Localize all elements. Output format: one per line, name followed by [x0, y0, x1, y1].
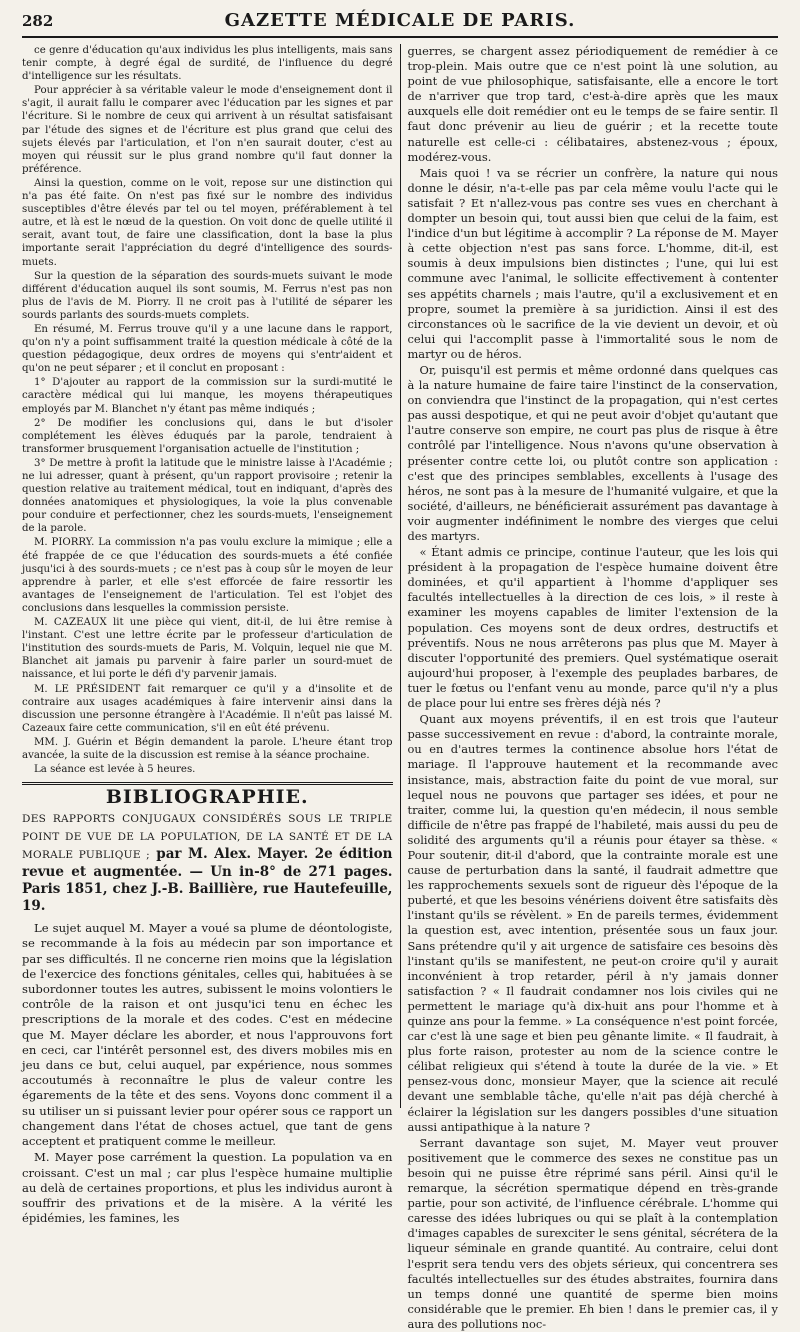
paragraph: « Étant admis ce principe, continue l'auteur, que les lois qui président à la propagation de l'espèce humaine doivent être dominées, et qu'il appartient à l'homme d'appliquer ses facultés intellectuelles à la direction de ces lois, » il reste à examiner les moyens capables de limiter l'extension de la population. Ces moyens sont de deux ordres, destructifs et préventifs. Nous ne nous arrêterons pas plus que M. Mayer à discuter l'opportunité des premiers. Quel systématique oserait aujourd'hui proposer, à l'exemple des peuplades barbares, de tuer le fœtus ou l'enfant venu au monde, parce qu'il n'y a plus de place pour lui entre ses frères déjà nés ? [407, 545, 778, 711]
paragraph: M. LE PRÉSIDENT fait remarquer ce qu'il y a d'insolite et de contraire aux usages académiques à faire intervenir ainsi dans la discussion une personne étrangère à l'Académie. Il n'eût pas laissé M. Cazeaux faire cette communication, s'il en eût été prévenu. [22, 683, 393, 734]
paragraph: MM. J. Guérin et Bégin demandent la parole. L'heure étant trop avancée, la suite de la discussion est remise à la séance prochaine. [22, 736, 393, 761]
bibliography-entry [22, 810, 393, 915]
paragraph: En résumé, M. Ferrus trouve qu'il y a une lacune dans le rapport, qu'on n'y a point suffisamment traité la question médicale à côté de la question pédagogique, deux ordres de moyens qui s'entr'aident et qu'on ne peut séparer ; et il conclut en proposant : [22, 323, 393, 375]
book-details: par M. Alex. Mayer. 2e édition revue et augmentée. — Un in-8° de 271 pages. Paris 1851, chez J.-B. Baillière, rue Hautefeuille, 19. [22, 846, 393, 915]
paragraph: Ainsi la question, comme on le voit, repose sur une distinction qui n'a pas été faite. On n'est pas fixé sur le nombre des individus susceptibles d'être élevés par tel ou tel moyen, préférablement à tel autre, et là est le nœud de la question. On voit donc de quelle utilité il serait, avant tout, de faire une classification, dont la base la plus importante serait l'appréciation du degré d'intelligence des sourds-muets. [22, 177, 393, 268]
paragraph: M. PIORRY. La commission n'a pas voulu exclure la mimique ; elle a été frappée de ce que l'éducation des sourds-muets a été confiée jusqu'ici à des sourds-muets ; ce n'est pas à coup sûr le moyen de leur apprendre à parler, et elle s'est efforcée de faire ressortir les avantages de l'enseignement de l'articulation. Tel est l'objet des conclusions dans lesquelles la commission persiste. [22, 537, 393, 614]
paragraph: 3° De mettre à profit la latitude que le ministre laisse à l'Académie ; ne lui adresser, quant à présent, qu'un rapport provisoire ; retenir la question relative au traitement médical, tout en indiquant, d'après des données anatomiques et physiologiques, la voie la plus convenable pour conduire et perfectionner, chez les sourds-muets, l'enseignement de la parole. [22, 457, 393, 535]
bibliography-heading: BIBLIOGRAPHIE. [105, 786, 309, 809]
paragraph: Quant aux moyens préventifs, il en est trois que l'auteur passe successivement en revue : d'abord, la contrainte morale, ou en d'autres termes la continence absolue hors l'état de mariage. Il l'approuve hautement et la recommande avec insistance, mais, abstraction faite du point de vue moral, sur lequel nous ne pouvons que partager ses idées, et pour ne traiter, comme lui, la question qu'en médecin, il nous semble difficile de n'être pas frappé de l'habileté, mais aussi du peu de solidité des arguments qu'il a réunis pour étayer sa thèse. « Pour soutenir, dit-il d'abord, que la contrainte morale est une cause de perturbation dans la santé, il faudrait admettre que les rapprochements sexuels sont de rigueur dès l'époque de la puberté, et que les besoins vénériens doivent être satisfaits dès l'instant qu'ils se révèlent. » En de pareils termes, évidemment la question est, avec intention, présentée sous un faux jour. Sans prétendre qu'il y ait urgence de satisfaire ces besoins dès l'instant qu'ils se manifestent, ne peut-on croire qu'il y aurait inconvénient à trop retarder, péril à n'y jamais donner satisfaction ? « Il faudrait condamner nos lois civiles qui ne permettent le mariage qu'à dix-huit ans pour l'homme et à quinze ans pour la femme. » La conséquence n'est point forcée, car c'est là une sage et bien peu gênante limite. « Il faudrait, à plus forte raison, protester au nom de la science contre le célibat religieux qui s'étend à toute la durée de la vie. » Et pensez-vous donc, monsieur Mayer, que la science ait reculé devant une semblable tâche, qu'elle n'ait pas déjà cherché à éclairer la législation sur les dangers possibles d'une situation aussi antipathique à la nature ? [407, 712, 778, 1134]
section-divider [22, 782, 393, 785]
journal-title: GAZETTE MÉDICALE DE PARIS. [224, 10, 576, 31]
paragraph: Pour apprécier à sa véritable valeur le mode d'enseignement dont il s'agit, il aurait fallu le comparer avec l'éducation par les signes et par l'écriture. Si le nombre de ceux qui arrivent à un résultat satisfaisant par l'étude des signes et de l'écriture est plus grand que celui des sujets élevés par l'articulation, et l'on n'en saurait douter, c'est au moyen qui réussit sur le plus grand nombre qu'il faut donner la préférence. [22, 85, 393, 175]
paragraph: Sur la question de la séparation des sourds-muets suivant le mode différent d'éducation auquel ils sont soumis, M. Ferrus n'est pas non plus de l'avis de M. Piorry. Il ne croit pas à l'utilité de séparer les sourds parlants des sourds-muets complets. [22, 270, 393, 321]
paragraph: M. Mayer pose carrément la question. La population va en croissant. C'est un mal ; car plus l'espèce humaine multiplie au delà de certaines proportions, et plus les individus auront à souffrir des privations et de la misère. A la vérité les épidémies, les famines, les [22, 1150, 393, 1226]
left-column [22, 44, 400, 1226]
paragraph: ce genre d'éducation qu'aux individus les plus intelligents, mais sans tenir compte, à degré égal de surdité, de l'influence du degré d'intelligence sur les résultats. [22, 45, 393, 83]
paragraph: 1° D'ajouter au rapport de la commission sur la surdi-mutité le caractère médical qui lui manque, les moyens thérapeutiques employés par M. Blanchet n'y étant pas même indiqués ; [22, 377, 393, 415]
paragraph: Le sujet auquel M. Mayer a voué sa plume de déontologiste, se recommande à la fois au médecin par son importance et par ses difficultés. Il ne concerne rien moins que la législation de l'exercice des fonctions génitales, celles qui, habituées à se subordonner toutes les autres, subissent le moins volontiers le contrôle de la raison et ont jusqu'ici tenu en échec les prescriptions de la morale et des codes. C'est en médecine que M. Mayer déclare les aborder, et nous l'approuvons fort en ceci, car l'intérêt personnel est, des divers mobiles mis en jeu dans ce but, celui auquel, par expérience, nous sommes accoutumés à reconnaître le plus de valeur contre les égarements de la tête et des sens. Voyons donc comment il a su utiliser un si puissant levier pour opérer sous ce rapport un changement dans l'état de choses actuel, que tant de gens acceptent et pratiquent comme le meilleur. [22, 921, 393, 1149]
book-review-part-1 [22, 921, 393, 1226]
academy-session-report [22, 44, 393, 776]
book-title: DES RAPPORTS CONJUGAUX CONSIDÉRÉS SOUS LE TRIPLE POINT DE VUE DE LA POPULATION, DE LA SANTÉ ET DE LA MORALE PUBLIQUE ; [22, 813, 393, 862]
paragraph: 2° De modifier les conclusions qui, dans le but d'isoler complétement les élèves éduqués par la parole, tendraient à transformer brusquement l'organisation actuelle de l'institution ; [22, 417, 393, 455]
page-number: 282 [22, 12, 54, 30]
text-columns [22, 44, 778, 1331]
right-column [401, 44, 779, 1331]
paragraph: Or, puisqu'il est permis et même ordonné dans quelques cas à la nature humaine de faire taire l'instinct de la conservation, on conviendra que l'instinct de la propagation, qui n'est certes pas aussi despotique, et qui ne peut avoir d'objet qu'autant que l'autre conserve son empire, ne court pas plus de risque à être contrôlé par l'intelligence. Nous n'avons qu'une observation à présenter contre cette loi, ou plutôt contre son application : c'est que des principes semblables, excellents à l'usage des héros, ne sont pas à la mesure de l'humanité vulgaire, et que la société, d'ailleurs, ne bénéficierait assurément pas davantage à voir augmenter indéfiniment le nombre des vierges que celui des martyrs. [407, 362, 778, 543]
paragraph: guerres, se chargent assez périodiquement de remédier à ce trop-plein. Mais outre que ce n'est point là une solution, au point de vue philosophique, satisfaisante, elle a encore le tort de n'arriver que trop tard, c'est-à-dire après que les maux auxquels elle doit remédier ont eu le temps de se faire sentir. Il faut donc prévenir au lieu de guérir ; et la recette toute naturelle est celle-ci : célibataires, abstenez-vous ; époux, modérez-vous. [407, 44, 778, 164]
paragraph: Mais quoi ! va se récrier un confrère, la nature qui nous donne le désir, n'a-t-elle pas par cela même voulu l'acte qui le satisfait ? Et n'allez-vous pas contre ses vues en cherchant à dompter un besoin qui, tout aussi bien que celui de la faim, est l'indice d'un but légitime à accomplir ? La réponse de M. Mayer à cette objection n'est pas sans force. L'homme, dit-il, est soumis à deux impulsions bien distinctes ; l'une, qui lui est commune avec l'animal, le sollicite effectivement à contenter ses appétits charnels ; mais l'autre, qu'il a exclusivement et en propre, soumet la première à sa juridiction. Ainsi il est des circonstances où le sacrifice de la vie devient un devoir, et où celui qui l'accomplit passe à l'immortalité sous le nom de martyr ou de héros. [407, 165, 778, 361]
paragraph: M. CAZEAUX lit une pièce qui vient, dit-il, de lui être remise à l'instant. C'est une lettre écrite par le professeur d'articulation de l'institution des sourds-muets de Paris, M. Volquin, lequel nie que M. Blanchet ait jamais pu parvenir à faire parler un sourd-muet de naissance, et lui porte le défi d'y parvenir jamais. [22, 617, 393, 681]
book-review-part-2 [408, 44, 779, 1332]
paragraph: Serrant davantage son sujet, M. Mayer veut prouver positivement que le commerce des sexes ne constitue pas un besoin qui ne puisse être réprimé sans péril. Ainsi qu'il le remarque, la sécrétion spermatique dépend en très-grande partie, pour son activité, de l'influence cérébrale. L'homme qui caresse des idées lubriques ou qui se plaît à la contemplation d'images capables de surexciter le sens génital, sécrétera de la liqueur séminale en grande quantité. Au contraire, celui dont l'esprit sera tendu vers des objets sérieux, qui concentrera ses facultés intellectuelles sur des études abstraites, fournira dans un temps donné une quantité de sperme bien moins considérable que le premier. Eh bien ! dans le premier cas, il y aura des pollutions noc- [407, 1135, 778, 1331]
page-header [22, 10, 778, 38]
paragraph: La séance est levée à 5 heures. [34, 764, 196, 776]
